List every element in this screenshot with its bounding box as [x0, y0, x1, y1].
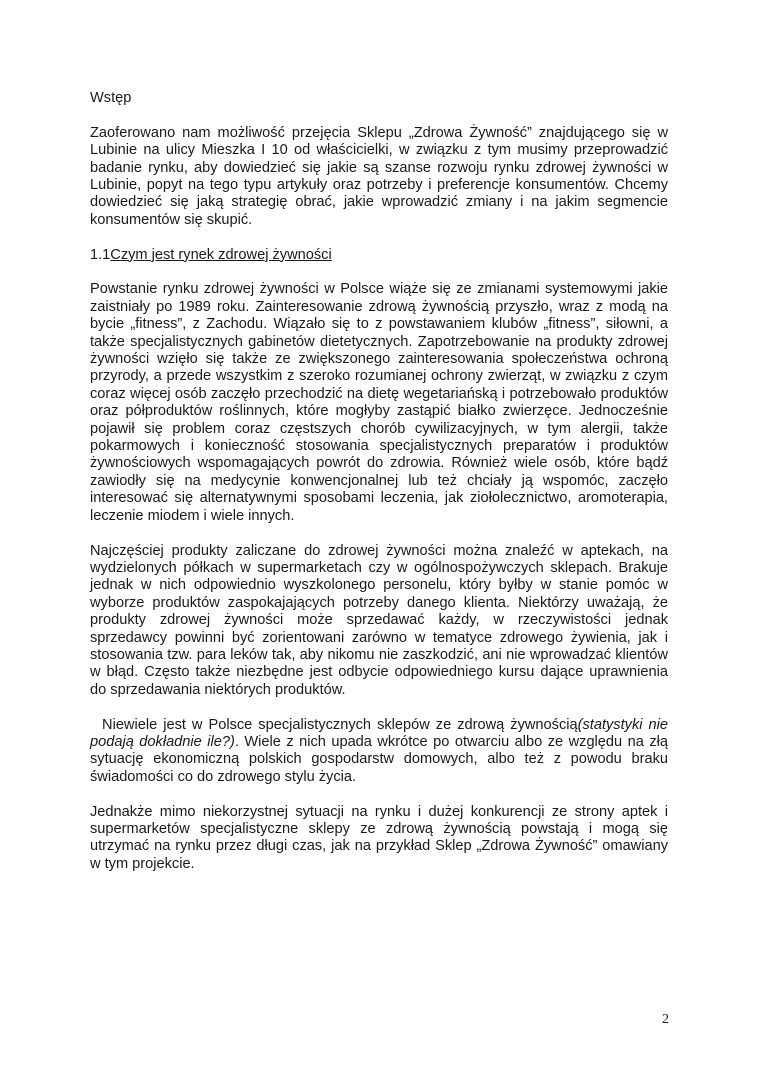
paragraph-spacer: [90, 229, 668, 246]
paragraph-spacer: [90, 264, 668, 281]
section-title: Czym jest rynek zdrowej żywności: [110, 246, 332, 263]
paragraph-spacer: [90, 699, 668, 716]
page-heading: Wstęp: [90, 90, 132, 106]
intro-paragraph: Zaoferowano nam możliwość przejęcia Sklepu „Zdrowa Żywność” znajdującego się w Lubinie na ulicy Mieszka I 10 od właścicielki, w związku z tym musimy przeprowadzić badanie rynku, aby dowiedzieć się jakie są szanse rozwoju rynku zdrowej żywności w Lubinie, popyt na tego typu artykuły oraz potrzeby i preferencje konsumentów. Chcemy dowiedzieć się jaką strategię obrać, jakie wprowadzić zmiany i na jakim segmencie konsumentów się skupić.: [90, 124, 668, 228]
paragraph-spacer: [90, 786, 668, 803]
section-heading: [90, 247, 668, 264]
document-body: [90, 90, 668, 873]
paragraph-3-lead: Niewiele jest w Polsce specjalistycznych sklepów ze zdrową żywnością: [90, 716, 578, 733]
paragraph-3-italic-note: (statystyki nie podają dokładnie ile?): [90, 716, 668, 750]
paragraph-3-tail: . Wiele z nich upada wkrótce po otwarciu albo ze względu na złą sytuację ekonomiczną polskich gospodarstw domowych, albo też z powodu braku świadomości co do zdrowego stylu życia.: [90, 733, 668, 785]
body-paragraph-4: Jednakże mimo niekorzystnej sytuacji na rynku i dużej konkurencji ze strony aptek i supermarketów specjalistyczne sklepy ze zdrową żywnością powstają i mogą się utrzymać na rynku przez długi czas, jak na przykład Sklep „Zdrowa Żywność” omawiany w tym projekcie.: [90, 803, 668, 872]
section-number: 1.1: [90, 246, 111, 263]
body-paragraph-1: Powstanie rynku zdrowej żywności w Polsce wiąże się ze zmianami systemowymi jakie zaistniały po 1989 roku. Zainteresowanie zdrową żywnością przyszło, wraz z modą na bycie „fitness”, z Zachodu. Wiązało się to z powstawaniem klubów „fitness”, siłowni, a także specjalistycznych gabinetów dietetycznych. Zapotrzebowanie na produkty zdrowej żywności wzięło się także ze zwiększonego zainteresowania społeczeństwa ochroną przyrody, a przede wszystkim z szeroko rozumianej ochrony zwierząt, w związku z czym coraz więcej osób zaczęło przechodzić na dietę wegetariańską i potrzebowało produktów oraz półproduktów roślinnych, które mogłyby zastąpić białko zwierzęce. Jednocześnie pojawił się problem coraz częstszych chorób cywilizacyjnych, w tym alergii, także pokarmowych i konieczność stosowania specjalistycznych preparatów i produktów żywnościowych wspomagających powrót do zdrowia. Również wiele osób, które bądź zawiodły się na medycynie konwencjonalnej lub też chciały ją wspomóc, zaczęło interesować się alternatywnymi sposobami leczenia, jak ziołolecznictwo, aromoterapia, leczenie miodem i wiele innych.: [90, 281, 668, 524]
paragraph-spacer: [90, 107, 668, 124]
body-paragraph-3: [90, 717, 668, 787]
body-paragraph-2: Najczęściej produkty zaliczane do zdrowej żywności można znaleźć w aptekach, na wydzielonych półkach w supermarketach czy w ogólnospożywczych sklepach. Brakuje jednak w nich odpowiednio wyszkolonego personelu, który byłby w stanie pomóc w wyborze produktów zaspokajających potrzeby danego klienta. Niektórzy uważają, że produkty zdrowej żywności może sprzedawać każdy, w rzeczywistości jednak sprzedawcy powinni być zorientowani zarówno w tematyce zdrowego żywienia, jak i stosowania tzw. para leków tak, aby nikomu nie zaszkodzić, ani nie wprowadzać klientów w błąd. Często także niezbędne jest odbycie odpowiedniego kursu dające uprawnienia do sprzedawania niektórych produktów.: [90, 542, 668, 698]
page-number: 2: [662, 1012, 669, 1027]
paragraph-spacer: [90, 525, 668, 542]
